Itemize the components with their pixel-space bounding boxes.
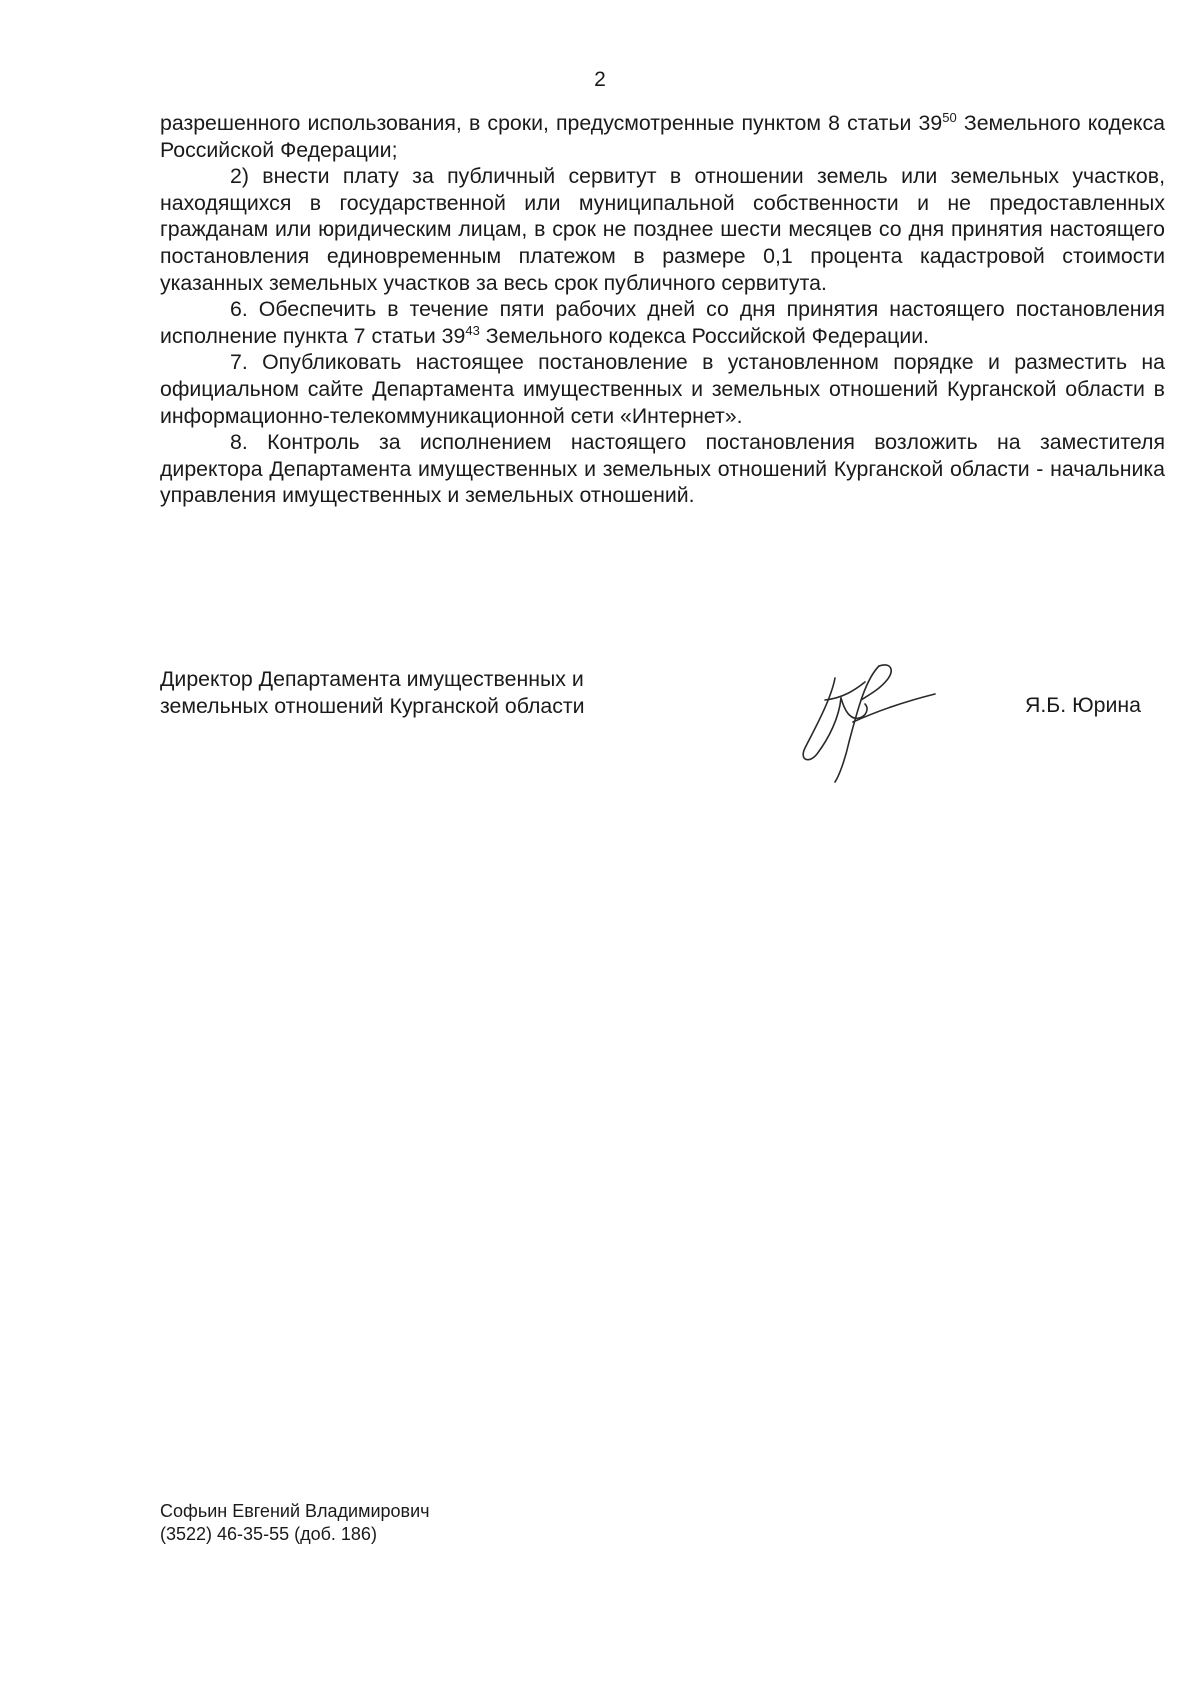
paragraph-intro-text-a: разрешенного использования, в сроки, предусмотренные пунктом 8 статьи 39	[160, 111, 943, 135]
document-body	[160, 110, 1165, 509]
paragraph-item-6-text-a: 6. Обеспечить в течение пяти рабочих дней со дня принятия настоящего постановления исполнение пункта 7 статьи 39	[160, 297, 1165, 348]
executor-phone: (3522) 46-35-55 (доб. 186)	[160, 1524, 377, 1544]
signatory-position	[160, 666, 585, 719]
paragraph-intro	[160, 110, 1165, 163]
paragraph-intro-text-b: Земельного кодекса Российской Федерации;	[160, 111, 1165, 162]
signer-name: Я.Б. Юрина	[1025, 693, 1141, 717]
paragraph-item-6	[160, 296, 1165, 349]
executor-name: Софьин Евгений Владимирович	[160, 1501, 430, 1521]
paragraph-item-2: 2) внести плату за публичный сервитут в отношении земель или земельных участков, находящихся в государственной или муниципальной собственности и не предоставленных гражданам или юридическим лицам, в срок не позднее шести месяцев со дня принятия настоящего постановления единовременным платежом в размере 0,1 процента кадастровой стоимости указанных земельных участков за весь срок публичного сервитута.	[160, 164, 1165, 295]
paragraph-item-6-text-b: Земельного кодекса Российской Федерации.	[479, 323, 930, 348]
signatory-position-line-2: земельных отношений Курганской области	[160, 693, 585, 718]
executor-info	[160, 1500, 430, 1546]
page-number: 2	[594, 68, 606, 91]
paragraph-item-8: 8. Контроль за исполнением настоящего постановления возложить на заместителя директора Департамента имущественных и земельных отношений Курганской области - начальника управления имущественных и земельных отношений.	[160, 430, 1165, 508]
handwritten-signature	[795, 660, 945, 785]
signatory-position-line-1: Директор Департамента имущественных и	[160, 667, 584, 691]
paragraph-item-7: 7. Опубликовать настоящее постановление в установленном порядке и разместить на официальном сайте Департамента имущественных и земельных отношений Курганской области в информационно-телекоммуникационной сети «Интернет».	[160, 350, 1165, 428]
article-superscript-50: 50	[942, 110, 957, 125]
article-superscript-43: 43	[465, 322, 480, 338]
